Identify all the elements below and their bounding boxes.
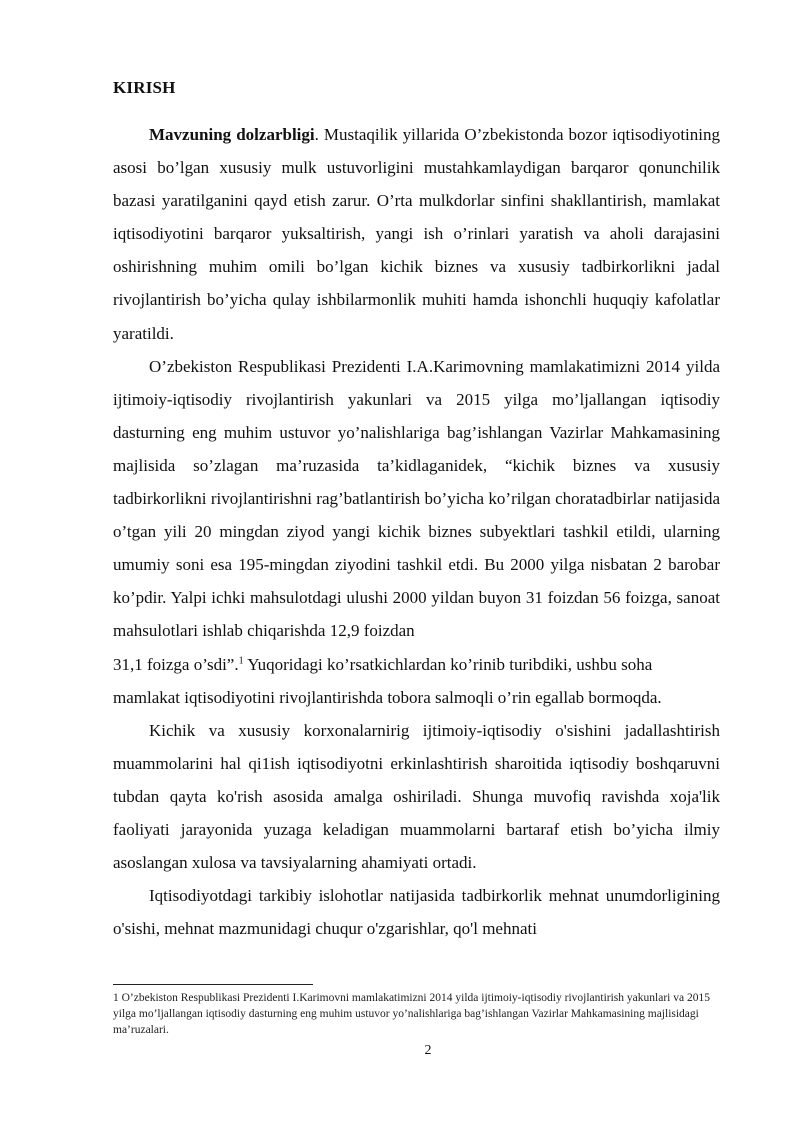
growth-text-b: Yuqoridagi ko’rsatkichlardan ko’rinib turibdiki, ushbu soha mamlakat iqtisodiyotini rivojlantirishda tobora salmoqli o’rin egallab bormoqda. (113, 654, 662, 707)
paragraph-reforms: Iqtisodiyotdagi tarkibiy islohotlar natijasida tadbirkorlik mehnat unumdorligining o'sishi, mehnat mazmunidagi chuqur o'zgarishlar, qo'l mehnati (113, 886, 720, 939)
growth-text-a: 31,1 foizga o’sdi”. (113, 654, 239, 674)
page-number: 2 (424, 1043, 432, 1058)
footnote: 1 O’zbekiston Respublikasi Prezidenti I.Karimovni mamlakatimizni 2014 yilda ijtimoiy-iqtisodiy rivojlantirish yakunlari va 2015 yilga mo’ljallangan iqtisodiy dasturning eng muhim ustuvor yo’nalishlariga bag’ishlangan Vazirlar Mahkamasining majlisidagi ma’ruzalari. (113, 992, 710, 1036)
footnote-reference[interactable]: 1 (238, 654, 244, 666)
body-text (113, 118, 720, 945)
section-heading: KIRISH (113, 78, 176, 97)
relevance-lead: Mavzuning dolzarbligi (149, 125, 315, 144)
relevance-text: . Mustaqilik yillarida O’zbekistonda bozor iqtisodiyotining asosi bo’lgan xususiy mulk ustuvorligini mustahkamlaydigan barqaror qonunchilik bazasi yaratilganini qayd etish zarur. O’rta mulkdorlar sinfini shakllantirish, mamlakat iqtisodiyotini barqaror yuksaltirish, yangi ish o’rinlari yaratish va aholi darajasini oshirishning muhim omili bo’lgan kichik biznes va xususiy tadbirkorlikni jadal rivojlantirish bo’yicha qulay ishbilarmonlik muhiti hamda ishonchli huquqiy kafolatlar yaratildi. (113, 125, 720, 343)
paragraph-president-speech: O’zbekiston Respublikasi Prezidenti I.A.Karimovning mamlakatimizni 2014 yilda ijtimoiy-iqtisodiy rivojlantirish yakunlari va 2015 yilga mo’ljallangan iqtisodiy dasturning eng muhim ustuvor yo’nalishlariga bag’ishlangan Vazirlar Mahkamasining majlisida so’zlagan ma’ruzasida ta’kidlaganidek, “kichik biznes va xususiy tadbirkorlikni rivojlantirishni rag’batlantirish bo’yicha ko’rilgan choratadbirlar natijasida o’tgan yili 20 mingdan ziyod yangi kichik biznes subyektlari tashkil etildi, ularning umumiy soni esa 195-mingdan ziyodini tashkil etdi. Bu 2000 yilga nisbatan 2 barobar ko’pdir. Yalpi ichki mahsulotdagi ulushi 2000 yildan buyon 31 foizdan 56 foizga, sanoat mahsulotlari ishlab chiqarishda 12,9 foizdan (113, 356, 720, 641)
paragraph-small-business: Kichik va xususiy korxonalarnirig ijtimoiy-iqtisodiy o'sishini jadallashtirish muammolarini hal qi1ish iqtisodiyotni erkinlashtirish sharoitida iqtisodiy boshqaruvni tubdan qayta ko'rish asosida amalga oshiriladi. Shunga muvofiq ravishda xoja'lik faoliyati jarayonida yuzaga keladigan muammolarni bartaraf etish bo’yicha ilmiy asoslangan xulosa va tavsiyalarning ahamiyati ortadi. (113, 720, 720, 873)
footnote-divider (113, 984, 313, 985)
paragraph-relevance (113, 118, 720, 350)
paragraph-growth (113, 648, 720, 714)
